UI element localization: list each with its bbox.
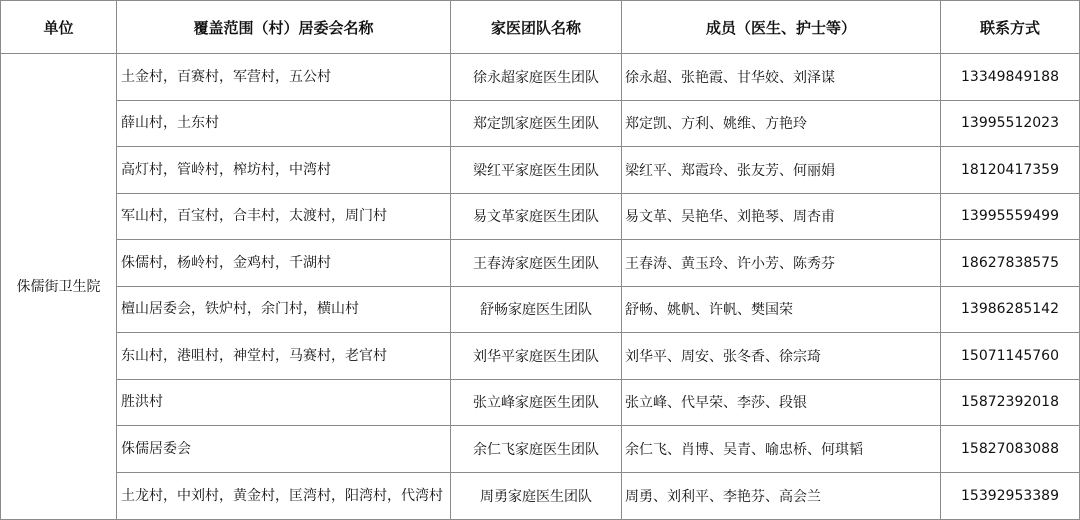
header-row [1, 1, 1080, 54]
members-cell: 郑定凯、方利、姚维、方艳玲 [622, 100, 941, 147]
contact-cell: 13986285142 [941, 286, 1080, 333]
coverage-cell: 土龙村，中刘村，黄金村，匡湾村，阳湾村，代湾村 [117, 472, 451, 519]
members-cell: 周勇、刘利平、李艳芬、高会兰 [622, 472, 941, 519]
team-cell: 余仁飞家庭医生团队 [451, 426, 622, 473]
header-members: 成员（医生、护士等） [622, 1, 941, 54]
members-cell: 易文革、吴艳华、刘艳琴、周杏甫 [622, 193, 941, 240]
header-coverage: 覆盖范围（村）居委会名称 [117, 1, 451, 54]
table-row [1, 100, 1080, 147]
contact-cell: 15827083088 [941, 426, 1080, 473]
table-row [1, 286, 1080, 333]
table-row [1, 472, 1080, 519]
team-cell: 舒畅家庭医生团队 [451, 286, 622, 333]
team-cell: 王春涛家庭医生团队 [451, 240, 622, 287]
team-cell: 易文革家庭医生团队 [451, 193, 622, 240]
coverage-cell: 胜洪村 [117, 379, 451, 426]
members-cell: 余仁飞、肖博、吴青、喻忠桥、何琪韬 [622, 426, 941, 473]
contact-cell: 13349849188 [941, 54, 1080, 101]
team-cell: 张立峰家庭医生团队 [451, 379, 622, 426]
members-cell: 徐永超、张艳霞、甘华姣、刘泽谋 [622, 54, 941, 101]
coverage-cell: 土金村，百赛村，军营村，五公村 [117, 54, 451, 101]
members-cell: 王春涛、黄玉玲、许小芳、陈秀芬 [622, 240, 941, 287]
table-row [1, 54, 1080, 101]
unit-cell: 侏儒街卫生院 [1, 54, 117, 520]
members-cell: 刘华平、周安、张冬香、徐宗琦 [622, 333, 941, 380]
table-row [1, 240, 1080, 287]
table-row [1, 193, 1080, 240]
contact-cell: 18120417359 [941, 147, 1080, 194]
contact-cell: 18627838575 [941, 240, 1080, 287]
team-cell: 郑定凯家庭医生团队 [451, 100, 622, 147]
members-cell: 张立峰、代早荣、李莎、段银 [622, 379, 941, 426]
contact-cell: 15872392018 [941, 379, 1080, 426]
members-cell: 梁红平、郑霞玲、张友芳、何丽娟 [622, 147, 941, 194]
coverage-cell: 檀山居委会，铁炉村，余门村，横山村 [117, 286, 451, 333]
team-cell: 梁红平家庭医生团队 [451, 147, 622, 194]
coverage-cell: 侏儒村，杨岭村，金鸡村，千湖村 [117, 240, 451, 287]
coverage-cell: 高灯村，管岭村，榨坊村，中湾村 [117, 147, 451, 194]
header-contact: 联系方式 [941, 1, 1080, 54]
contact-cell: 13995559499 [941, 193, 1080, 240]
coverage-cell: 军山村，百宝村，合丰村，太渡村，周门村 [117, 193, 451, 240]
team-cell: 刘华平家庭医生团队 [451, 333, 622, 380]
members-cell: 舒畅、姚帆、许帆、樊国荣 [622, 286, 941, 333]
table-row [1, 379, 1080, 426]
team-cell: 徐永超家庭医生团队 [451, 54, 622, 101]
team-cell: 周勇家庭医生团队 [451, 472, 622, 519]
coverage-cell: 薛山村，土东村 [117, 100, 451, 147]
contact-cell: 15071145760 [941, 333, 1080, 380]
coverage-cell: 侏儒居委会 [117, 426, 451, 473]
contact-cell: 15392953389 [941, 472, 1080, 519]
table-row [1, 333, 1080, 380]
header-team: 家医团队名称 [451, 1, 622, 54]
table-row [1, 426, 1080, 473]
contact-cell: 13995512023 [941, 100, 1080, 147]
table-row [1, 147, 1080, 194]
coverage-cell: 东山村，港咀村，神堂村，马赛村，老官村 [117, 333, 451, 380]
header-unit: 单位 [1, 1, 117, 54]
